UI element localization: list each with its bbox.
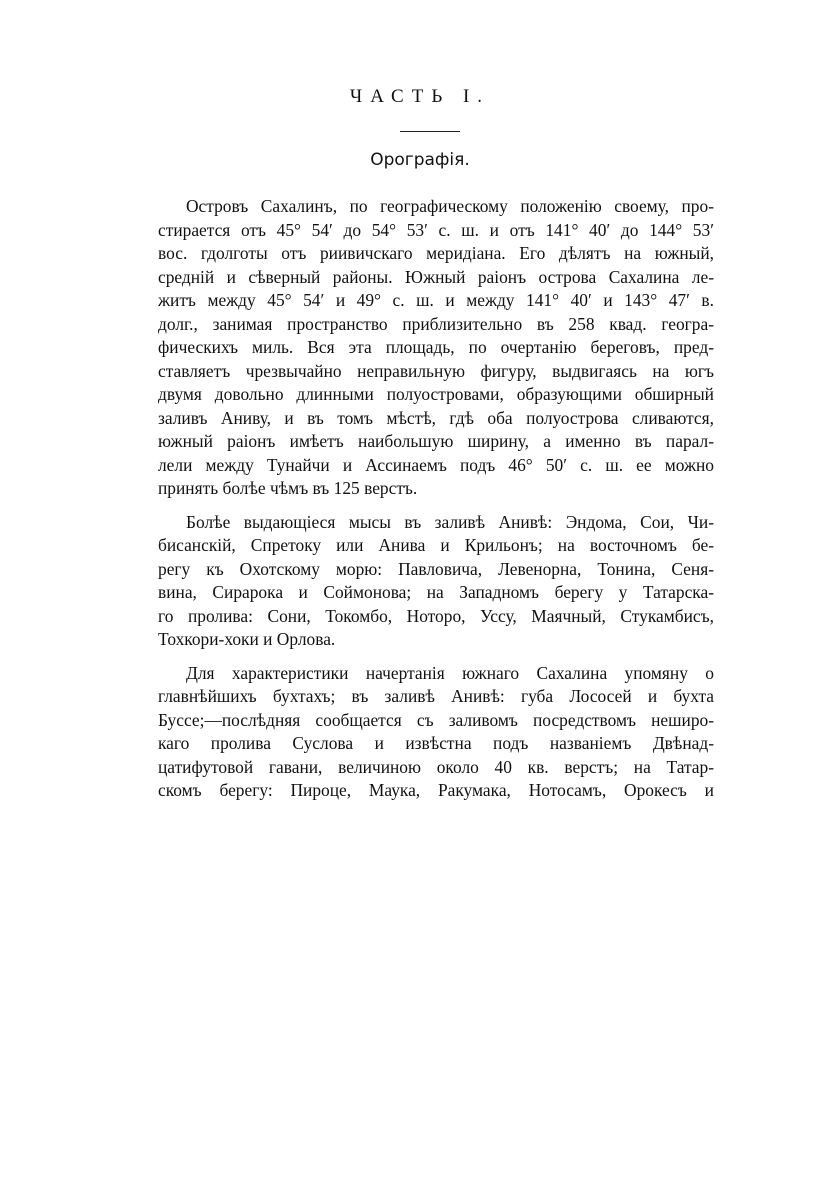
text-line: Тохкори-хоки и Орлова. bbox=[158, 629, 336, 649]
text-line: ставляетъ чрезвычайно неправильную фигуру, выдвигаясь на югъ bbox=[158, 360, 714, 381]
text-line: южный раіонъ имѣетъ наибольшую ширину, а именно въ парал- bbox=[158, 431, 714, 451]
text-line: долг., занимая пространство приблизительно въ 258 квад. геогра- bbox=[158, 313, 714, 334]
text-line: вина, Сирарока и Соймонова; на Западномъ берегу у Татарска- bbox=[158, 582, 714, 602]
paragraph-2 bbox=[158, 511, 714, 652]
text-line: вос. гдолготы отъ риивичскаго меридіана. Его дѣлятъ на южный, bbox=[158, 243, 714, 263]
text-line: Болѣе выдающіеся мысы въ заливѣ Анивѣ: Эндома, Сои, Чи- bbox=[186, 511, 714, 532]
text-line: го пролива: Сони, Токомбо, Ноторо, Уссу, Маячный, Стукамбисъ, bbox=[158, 605, 714, 626]
text-line: стирается отъ 45° 54′ до 54° 53′ с. ш. и отъ 141° 40′ до 144° 53′ bbox=[158, 219, 714, 240]
text-line: главнѣйшихъ бухтахъ; въ заливѣ Анивѣ: губа Лососей и бухта bbox=[158, 686, 714, 706]
text-line: бисанскій, Спретоку или Анива и Крильонъ; на восточномъ бе- bbox=[158, 535, 714, 555]
text-line: каго пролива Суслова и извѣстна подъ названіемъ Двѣнад- bbox=[158, 733, 714, 753]
text-line: двумя довольно длинными полуостровами, образующими обширный bbox=[158, 384, 714, 404]
paragraph-3 bbox=[158, 662, 714, 803]
text-line: регу къ Охотскому морю: Павловича, Левенорна, Тонина, Сеня- bbox=[158, 558, 714, 579]
text-line: житъ между 45° 54′ и 49° с. ш. и между 141° 40′ и 143° 47′ в. bbox=[158, 290, 714, 310]
text-line: Буссе;—послѣдняя сообщается съ заливомъ посредствомъ неширо- bbox=[158, 709, 714, 730]
title-divider bbox=[400, 131, 460, 132]
text-line: Для характеристики начертанія южнаго Сахалина упомяну о bbox=[186, 662, 714, 683]
body-text bbox=[158, 195, 714, 813]
text-line: средній и сѣверный районы. Южный раіонъ острова Сахалина ле- bbox=[158, 266, 714, 287]
text-line: лели между Тунайчи и Ассинаемъ подъ 46° 50′ с. ш. ее можно bbox=[158, 454, 714, 475]
text-line: фическихъ миль. Вся эта площадь, по очертанію береговъ, пред- bbox=[158, 337, 714, 357]
section-title: Орографія. bbox=[370, 150, 470, 170]
text-line: заливъ Аниву, и въ томъ мѣстѣ, гдѣ оба полуострова сливаются, bbox=[158, 407, 714, 428]
text-line: принять болѣе чѣмъ въ 125 верстъ. bbox=[158, 478, 418, 498]
text-line: цатифутовой гавани, величиною около 40 кв. верстъ; на Татар- bbox=[158, 756, 714, 777]
part-title: ЧАСТЬ I. bbox=[349, 86, 491, 107]
text-line: Островъ Сахалинъ, по географическому положенію своему, про- bbox=[186, 196, 714, 216]
paragraph-1 bbox=[158, 195, 714, 501]
text-line: скомъ берегу: Пироце, Маука, Ракумака, Нотосамъ, Орокесъ и bbox=[158, 780, 714, 800]
